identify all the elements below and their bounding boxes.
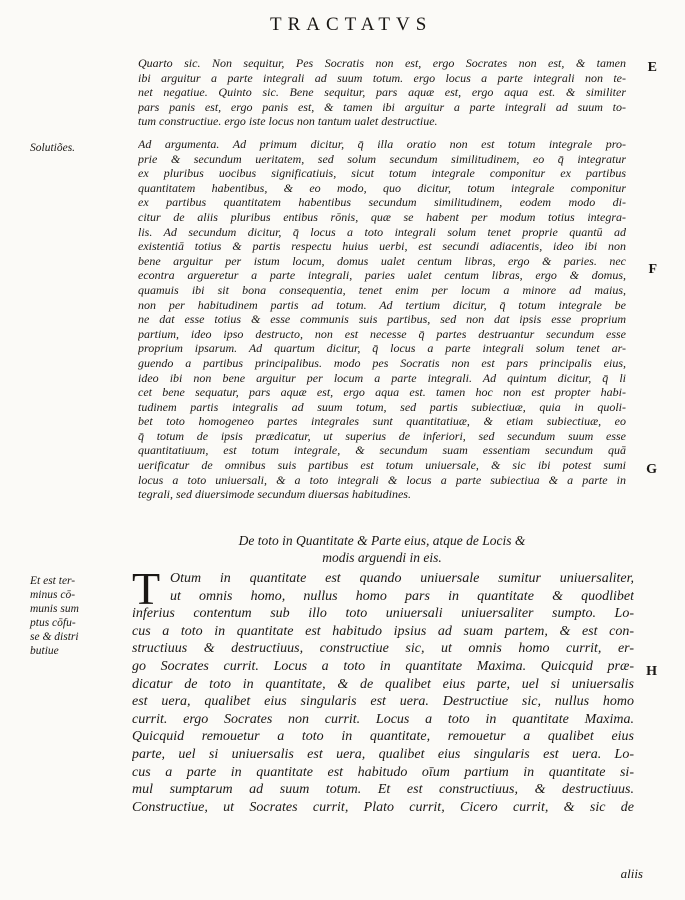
- text-line: cet bene sequatur, pars aquæ est, ergo aqua est. tamen hoc non est propter habi-: [138, 385, 626, 400]
- text-line: locus a toto uniuersali, & a toto integrali & locus a parte subiectiua & a parte in: [138, 472, 626, 487]
- text-line: cus a toto in quantitate est habitudo ipsius ad suam partem, & est con-: [132, 623, 634, 639]
- text-line: uerificatur de omnibus suis partibus est totum uniuersale, & sic ibi potest sumi: [138, 458, 626, 473]
- text-line: Quicquid remouetur a toto in quantitate, remouetur a qualibet eius: [132, 729, 634, 745]
- text-line: bene arguitur per istum locum, domus ualet centum libras, ergo & paries. nec: [138, 253, 626, 268]
- text-line: mul sumptarum ad suum totum. Et est constructiuus, & destructiuus.: [132, 782, 634, 798]
- text-line: currit. ergo Socrates non currit. Locus a toto in quantitate Maxima.: [132, 711, 634, 727]
- text-line: quamuis ibi sit bona consequentia, tenet enim per locum a minore ad maius,: [138, 282, 626, 297]
- text-line: Constructiue, ut Socrates currit, Plato currit, Cicero currit, & sic de: [132, 799, 634, 815]
- text-line: dicatur de toto in quantitate, & de qualibet eius parte, uel si uniuersalis: [132, 676, 634, 692]
- text-line: partium, ideo ipso destructo, non est necesse q̄ partes destruantur secundum esse: [138, 326, 626, 341]
- text-line: Otum in quantitate est quando uniuersale sumitur uniuersaliter,: [170, 571, 634, 586]
- top-paragraph: [138, 56, 626, 129]
- margin-note-line: butiue: [30, 645, 59, 657]
- section-heading-line: De toto in Quantitate & Parte eius, atque de Locis &: [238, 533, 526, 548]
- margin-note-solutiones: Solutiões.: [30, 142, 76, 154]
- text-line: tum constructiue. ergo iste locus non tantum ualet destructiue.: [138, 114, 438, 129]
- section-heading-line: modis arguendi in eis.: [322, 550, 442, 565]
- text-line: non per habitudinem partis ad totum. Ad tertium dicitur, q̄ totum integrale be: [138, 297, 626, 312]
- running-head: TRACTATVS: [270, 14, 433, 35]
- text-line: bet toto homogeneo partes integrales sunt quantitatiuæ, & etiam subiectiuæ, eo: [138, 414, 626, 429]
- marker-g: G: [646, 462, 657, 477]
- marker-e: E: [647, 60, 657, 75]
- marker-f: F: [648, 262, 657, 277]
- text-line: proprium ipsarum. Ad quartum dicitur, q̄ locus a parte integrali solum tenet ar-: [138, 341, 626, 356]
- catchword: aliis: [620, 866, 643, 881]
- margin-note-line: minus cō-: [30, 589, 76, 601]
- margin-note-totum: [30, 574, 79, 658]
- text-line: existentiā totius & partis respectu huius uerbi, est secundi adiacentis, ideo ibi non: [138, 239, 626, 254]
- drop-capital: T: [132, 563, 161, 614]
- solutio-paragraph: [138, 137, 626, 502]
- text-line: quantitatiuum, est totum integrale, & secundum suam essentiam secundum quā: [138, 443, 626, 458]
- text-line: prie & secundum ueritatem, sed solum secundum similitudinem, eo q̄ integratur: [138, 151, 626, 166]
- text-line: cus a parte in quantitate est habitudo oīum partium in quantitate si-: [132, 764, 634, 780]
- text-line: q̄ totum de ipsis prædicatur, ut superius de inferiori, sed secundum suum esse: [138, 428, 626, 443]
- text-line: ex partibus quantitatem habentibus secundum similitudinem, eodem modo di-: [138, 195, 626, 210]
- text-line: ne dat esse totius & esse communis suis partibus, sed non dat ipsis esse proprium: [138, 312, 626, 327]
- text-line: net negatiue. Quinto sic. Bene sequitur, pars aquæ est, ergo aqua est. & similiter: [138, 85, 626, 100]
- text-line: tudinem partis integralis ad suum totum, sed partis subiectiuæ, quia in quoli-: [138, 399, 626, 414]
- text-line: tegrali, sed diuersimode secundum diuersas habitudines.: [138, 487, 411, 502]
- text-line: Quarto sic. Non sequitur, Pes Socratis non est, ergo Socrates non est, & tamen: [138, 56, 626, 70]
- text-line: ex pluribus uocibus significatiuis, sicut totum integrale componitur ex partibus: [138, 166, 626, 181]
- quantitate-paragraph: [132, 570, 634, 816]
- text-line: parte, uel si uniuersalis est uera, qualibet eius singularis est uera. Lo-: [132, 746, 634, 762]
- margin-note-line: se & distri: [30, 631, 79, 643]
- text-line: structiuus & destructiuus, constructiue sic, ut omnis homo currit, er-: [132, 641, 634, 657]
- text-line: ideo ibi non bene arguitur per locum a parte integrali. Ad quintum dicitur, q̄ li: [138, 370, 626, 385]
- marker-h: H: [646, 664, 657, 679]
- margin-note-line: ptus cōfu-: [30, 617, 76, 629]
- text-line: citur de aliis pluribus entibus rōnis, quæ se habent per modum totius integra-: [138, 209, 626, 224]
- margin-note-line: munis sum: [30, 603, 79, 615]
- text-line: quantitatem habentibus, & eo modo, quo dicitur, totum integrale componitur: [138, 180, 626, 195]
- text-line: lis. Ad secundum dicitur, q̄ locus a toto integrali solum tenet proprie quantū ad: [138, 224, 626, 239]
- text-line: guendo a partibus principalibus. modo pes Socratis non est pars principalis eius,: [138, 355, 626, 370]
- text-line: ibi arguitur a parte integrali ad suum totum. ergo locus a parte integrali non te-: [138, 70, 626, 85]
- section-heading: [138, 532, 626, 566]
- margin-note-line: Et est ter-: [30, 575, 76, 587]
- text-line: inferius contentum sub illo toto uniuersali uniuersaliter sumpto. Lo-: [132, 606, 634, 622]
- text-line: Ad argumenta. Ad primum dicitur, q̄ illa oratio non est totum integrale pro-: [138, 137, 626, 151]
- text-line: est uera, qualibet eius singularis est uera. Destructiue sic, nullus homo: [132, 694, 634, 710]
- text-line: ut omnis homo, nullus homo pars in quantitate & quodlibet: [170, 588, 634, 604]
- text-line: econtra argueretur a parte integrali, paries ualet centum libras, ergo & domus,: [138, 268, 626, 283]
- text-line: pars panis est, ergo panis est, & tamen ibi arguitur a parte integrali ad suum to-: [138, 99, 626, 114]
- text-line: go Socrates currit. Locus a toto in quantitate Maxima. Quicquid præ-: [132, 658, 634, 674]
